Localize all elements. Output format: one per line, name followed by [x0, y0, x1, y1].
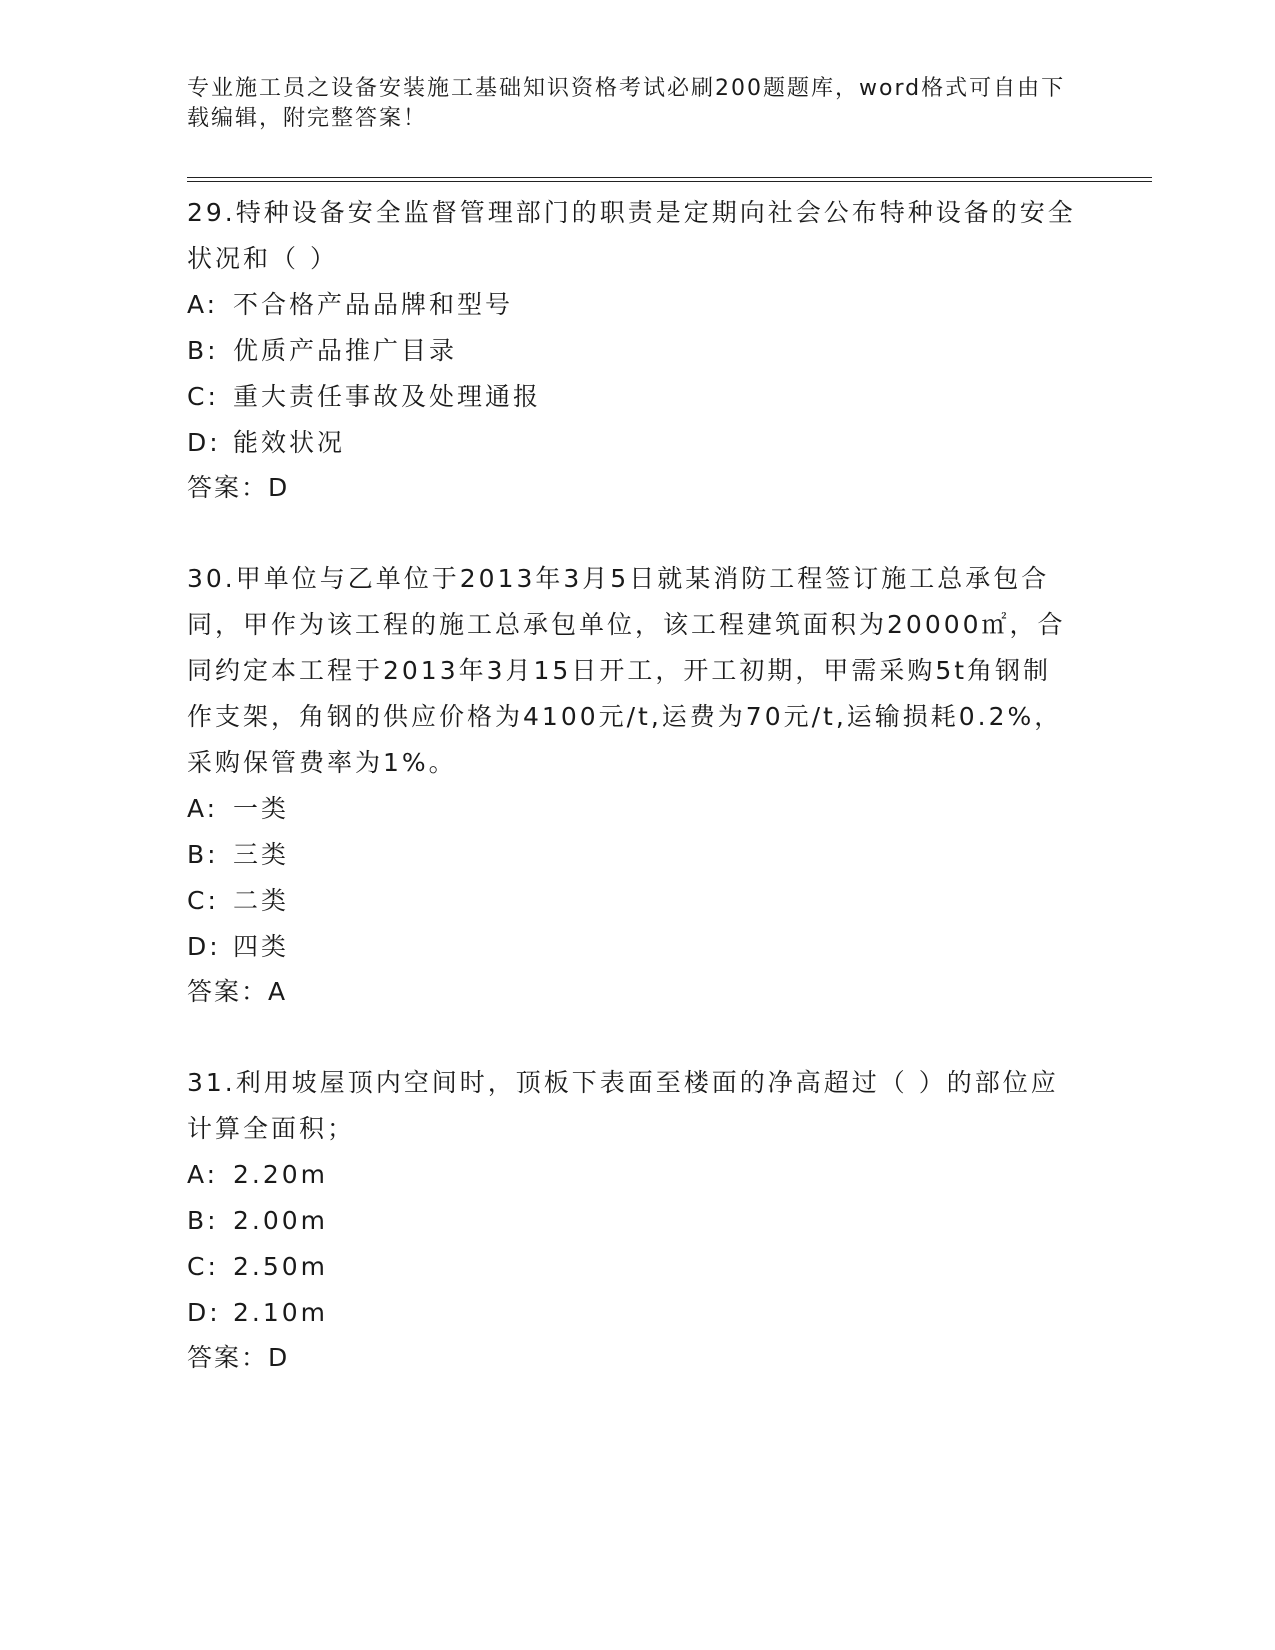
- option-text: 三类: [233, 840, 290, 869]
- option-text: 一类: [233, 794, 290, 823]
- option-a: [187, 282, 1077, 328]
- option-letter: B:: [187, 840, 219, 869]
- option-b: [187, 832, 1077, 878]
- option-c: [187, 878, 1077, 924]
- option-text: 重大责任事故及处理通报: [233, 382, 542, 411]
- question-29: [187, 190, 1077, 510]
- option-text: 2.10m: [233, 1298, 329, 1327]
- document-header: 专业施工员之设备安装施工基础知识资格考试必刷200题题库，word格式可自由下载编辑，附完整答案！: [187, 76, 1066, 131]
- option-b: [187, 328, 1077, 374]
- option-a: [187, 1152, 1077, 1198]
- header-rule-top: [187, 177, 1152, 178]
- option-text: 二类: [233, 886, 290, 915]
- question-stem: 31.利用坡屋顶内空间时，顶板下表面至楼面的净高超过（ ）的部位应计算全面积；: [187, 1068, 1059, 1143]
- option-letter: C:: [187, 886, 219, 915]
- answer-line: 答案：D: [187, 473, 290, 502]
- header-rule-bottom: [187, 181, 1152, 182]
- question-stem: 30.甲单位与乙单位于2013年3月5日就某消防工程签订施工总承包合同，甲作为该工程的施工总承包单位，该工程建筑面积为20000㎡，合同约定本工程于2013年3月15日开工，开工初期，甲需采购5t角钢制作支架，角钢的供应价格为4100元/t,运费为70元/t,运输损耗0.2%，采购保管费率为1%。: [187, 564, 1066, 777]
- question-stem: 29.特种设备安全监督管理部门的职责是定期向社会公布特种设备的安全状况和（ ）: [187, 198, 1076, 273]
- option-c: [187, 1244, 1077, 1290]
- question-30: [187, 556, 1077, 1014]
- answer-line: 答案：A: [187, 977, 288, 1006]
- option-a: [187, 786, 1077, 832]
- option-text: 能效状况: [233, 428, 346, 457]
- option-text: 2.50m: [233, 1252, 329, 1281]
- option-letter: D:: [187, 932, 221, 961]
- option-letter: A:: [187, 1160, 219, 1189]
- option-c: [187, 374, 1077, 420]
- option-text: 四类: [233, 932, 290, 961]
- option-d: [187, 1290, 1077, 1336]
- option-letter: D:: [187, 1298, 221, 1327]
- option-letter: B:: [187, 336, 219, 365]
- option-d: [187, 924, 1077, 970]
- option-letter: C:: [187, 382, 219, 411]
- option-b: [187, 1198, 1077, 1244]
- option-text: 不合格产品品牌和型号: [233, 290, 514, 319]
- question-31: [187, 1060, 1077, 1380]
- option-text: 优质产品推广目录: [233, 336, 458, 365]
- option-letter: C:: [187, 1252, 219, 1281]
- option-letter: B:: [187, 1206, 219, 1235]
- option-text: 2.20m: [233, 1160, 329, 1189]
- answer-line: 答案：D: [187, 1343, 290, 1372]
- option-letter: A:: [187, 290, 219, 319]
- question-list: [187, 190, 1077, 1380]
- option-d: [187, 420, 1077, 466]
- option-letter: D:: [187, 428, 221, 457]
- option-letter: A:: [187, 794, 219, 823]
- option-text: 2.00m: [233, 1206, 329, 1235]
